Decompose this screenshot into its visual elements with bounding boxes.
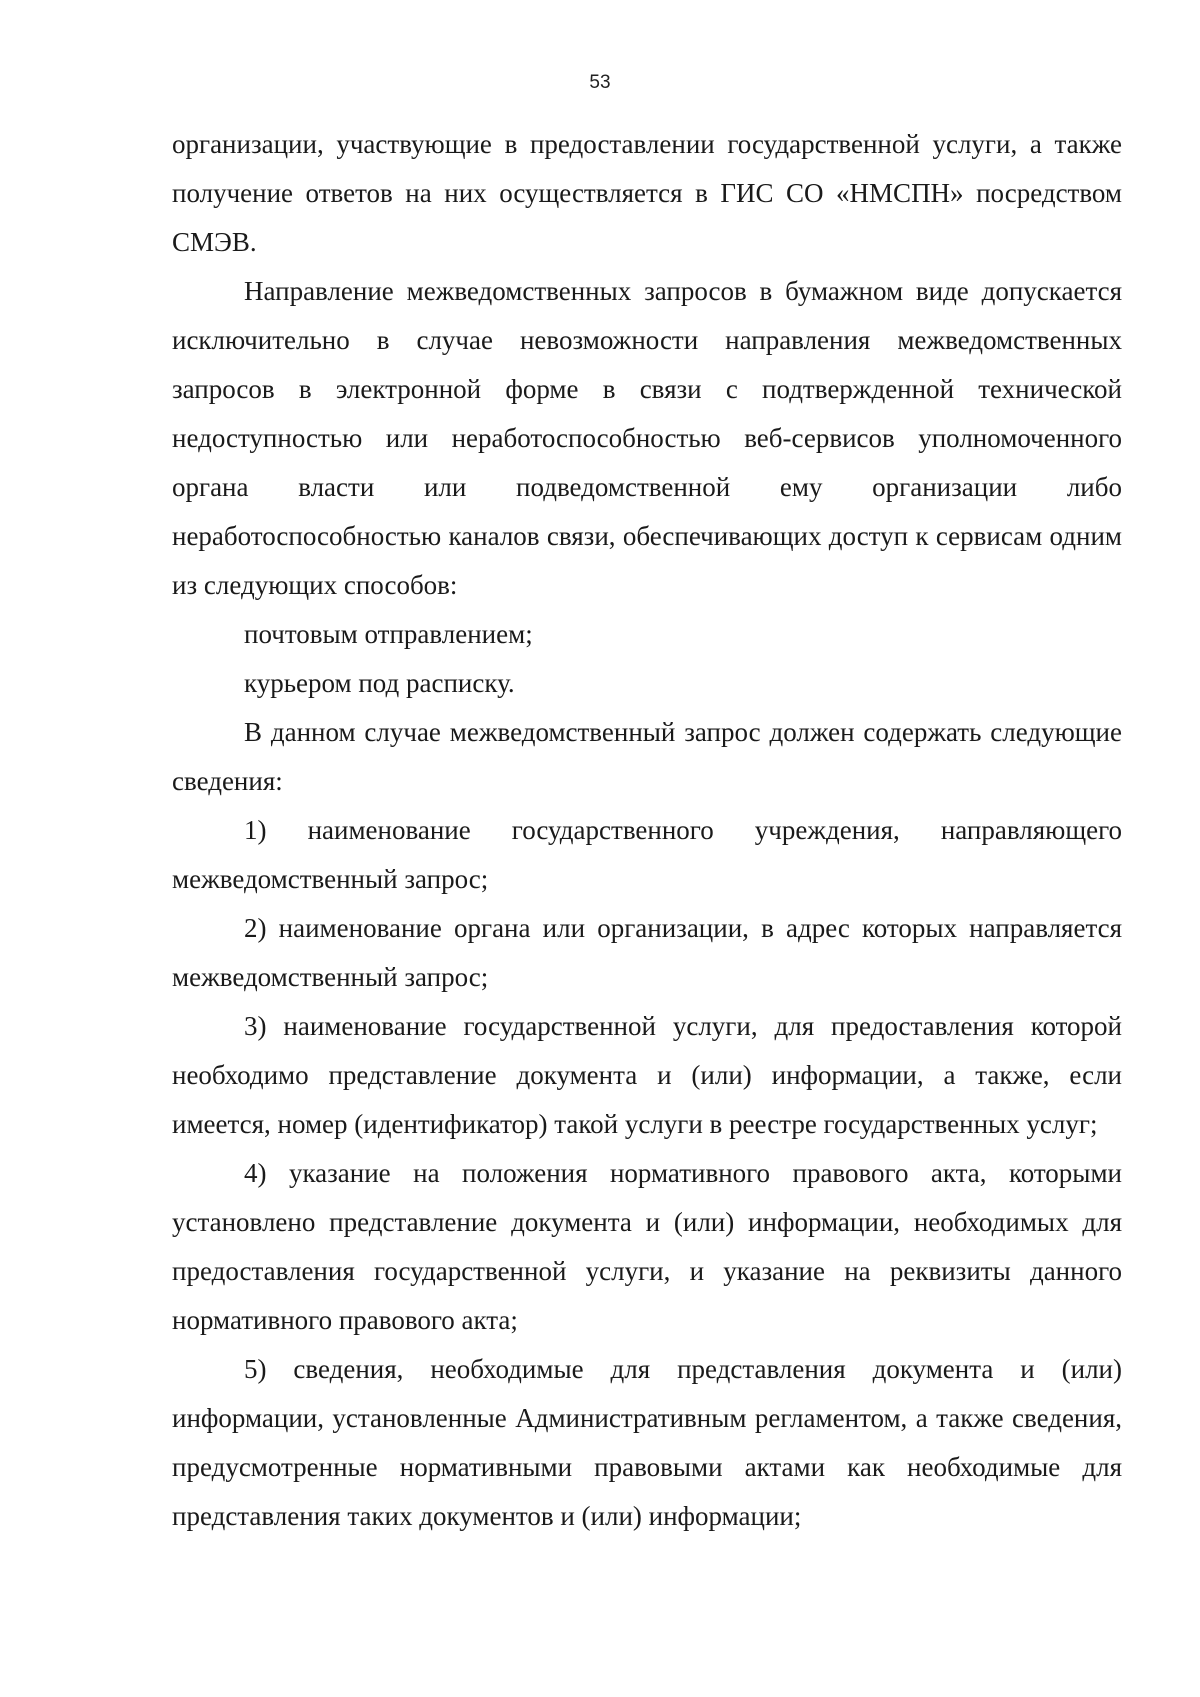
page-number: 53 [589,72,611,93]
list-item-by-courier: курьером под расписку. [244,668,515,698]
list-item-3: 3) наименование государственной услуги, для предоставления которой необходимо представление документа и (или) информации, а также, если имеется, номер (идентификатор) такой услуги в реестре государственных услуг; [172,1011,1122,1139]
list-item-by-post: почтовым отправлением; [244,619,533,649]
list-item-5: 5) сведения, необходимые для представления документа и (или) информации, установленные Административным регламентом, а также сведения, предусмотренные нормативными правовыми актами как необходимые для представления таких документов и (или) информации; [172,1354,1122,1531]
paragraph-paper-requests: Направление межведомственных запросов в бумажном виде допускается исключительно в случае невозможности направления межведомственных запросов в электронной форме в связи с подтвержденной технической недоступностью или неработоспособностью веб-сервисов уполномоченного органа власти или подведомственной ему организации либо неработоспособностью каналов связи, обеспечивающих доступ к сервисам одним из следующих способов: [172,276,1122,600]
list-item-2: 2) наименование органа или организации, в адрес которых направляется межведомственный запрос; [172,913,1122,992]
list-item-4: 4) указание на положения нормативного правового акта, которыми установлено представление документа и (или) информации, необходимых для предоставления государственной услуги, и указание на реквизиты данного нормативного правового акта; [172,1158,1122,1335]
paragraph-request-contents: В данном случае межведомственный запрос должен содержать следующие сведения: [172,717,1122,796]
list-item-1: 1) наименование государственного учреждения, направляющего межведомственный запрос; [172,815,1122,894]
document-body [172,120,1122,1541]
paragraph-continuation: организации, участвующие в предоставлении государственной услуги, а также получение ответов на них осуществляется в ГИС СО «НМСПН» посредством СМЭВ. [172,129,1122,257]
